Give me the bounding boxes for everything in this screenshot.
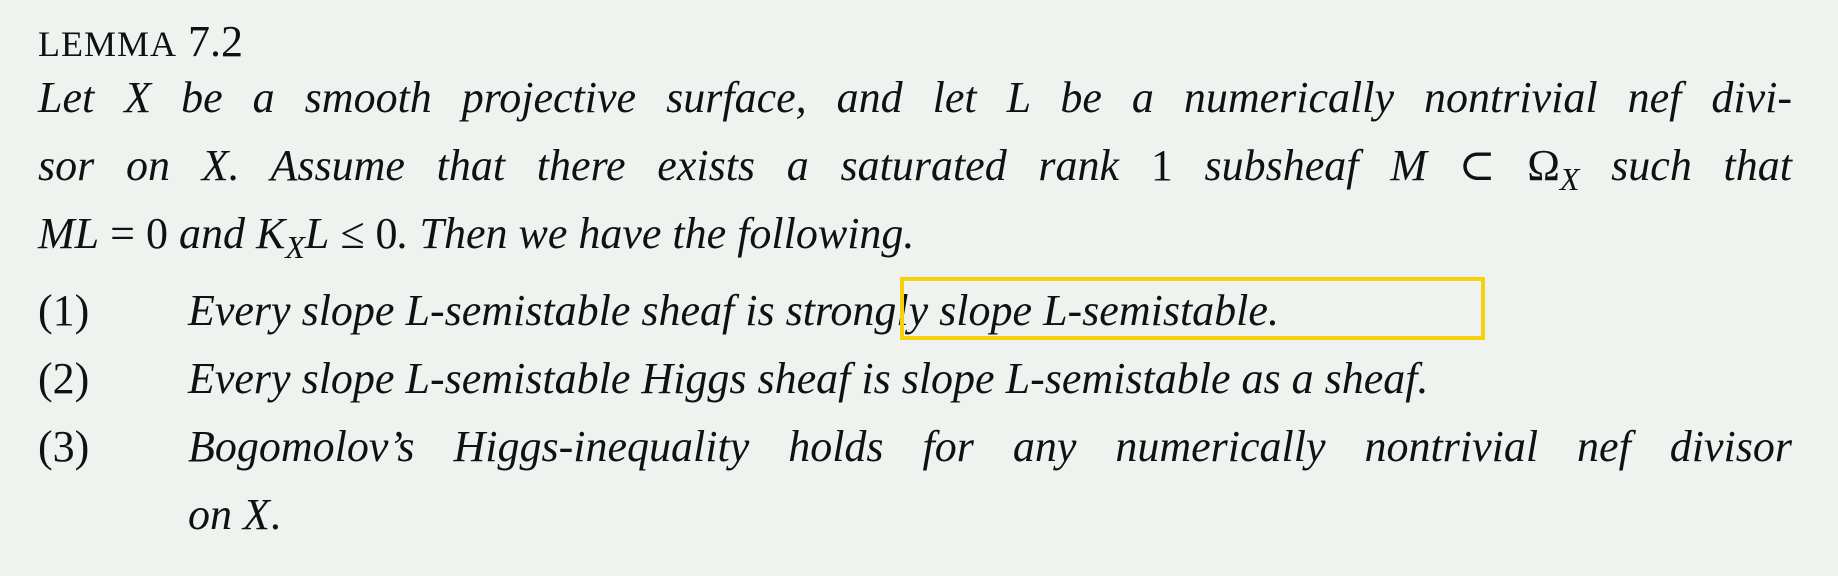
math-equals-zero: = 0 <box>99 209 168 258</box>
item-2-text <box>188 351 1428 407</box>
math-x: X <box>124 73 152 122</box>
math-m: M <box>1390 141 1427 190</box>
text-fragment: on <box>188 490 243 539</box>
math-leq-zero: ≤ 0 <box>329 209 398 258</box>
text-fragment: and <box>167 209 256 258</box>
text-fragment: . Assume that there exists a saturated rank <box>228 141 1151 190</box>
math-l: L <box>1005 354 1031 403</box>
text-fragment: be a numerically nontrivial nef divi- <box>1030 73 1792 122</box>
text-fragment: Every slope <box>188 286 406 335</box>
lemma-statement-line-2 <box>38 138 1792 207</box>
math-x: X <box>243 490 270 539</box>
text-fragment: sor on <box>38 141 202 190</box>
math-subscript-x: X <box>1559 161 1580 197</box>
math-l: L <box>304 209 330 258</box>
math-one: 1 <box>1150 141 1173 190</box>
highlight-box <box>900 277 1485 340</box>
text-fragment: . Then we have the following. <box>397 209 915 258</box>
math-k: K <box>255 209 286 258</box>
math-subscript-x: X <box>285 229 305 265</box>
item-1-number: (1) <box>38 286 90 335</box>
text-fragment: Let <box>38 73 125 122</box>
text-fragment: Bogomolov’s Higgs-inequality holds for any numerically nontrivial nef divisor <box>188 422 1792 471</box>
text-fragment: -semistable as a sheaf. <box>1030 354 1429 403</box>
math-l: L <box>405 354 430 403</box>
math-x: X <box>201 141 229 190</box>
text-fragment: -semistable sheaf is <box>429 286 786 335</box>
text-fragment: -semistable Higgs sheaf is slope <box>429 354 1006 403</box>
text-fragment: subsheaf <box>1172 141 1391 190</box>
text-fragment: Every slope <box>188 354 406 403</box>
math-l: L <box>1006 73 1031 122</box>
highlighted-phrase: strongly slope L-semistable. <box>785 286 1279 335</box>
math-ml: ML <box>38 209 100 258</box>
text-fragment: such that <box>1579 141 1792 190</box>
lemma-heading <box>38 14 243 72</box>
text-fragment: be a smooth projective surface, and let <box>151 73 1007 122</box>
text-fragment: . <box>269 490 281 539</box>
item-3-continuation <box>188 487 281 543</box>
item-2-number: (2) <box>38 354 90 403</box>
lemma-label: LEMMA <box>38 24 177 64</box>
lemma-statement-line-3 <box>38 206 1792 275</box>
math-subset-omega: ⊂ Ω <box>1426 141 1560 190</box>
item-3-text <box>188 419 1792 475</box>
lemma-statement-line-1 <box>38 70 1792 126</box>
lemma-number: 7.2 <box>188 17 243 66</box>
math-l: L <box>405 286 430 335</box>
item-3-number: (3) <box>38 422 90 471</box>
